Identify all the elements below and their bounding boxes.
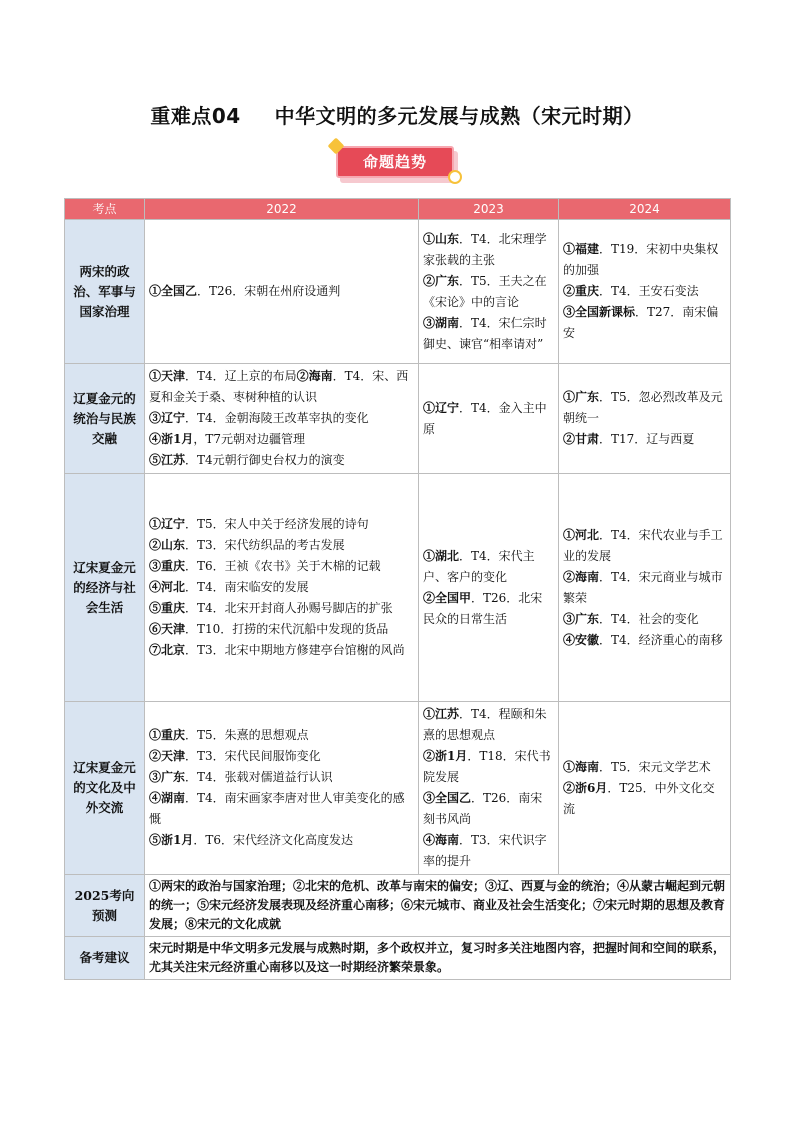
entry-text: ．T4．宋元商业与城市繁荣: [563, 569, 723, 605]
entry-region: ②重庆: [563, 284, 600, 298]
cell-2023: [419, 220, 559, 364]
entry-region: ⑤重庆: [149, 601, 186, 615]
forecast-row: [65, 875, 731, 937]
entry-text: ．T4元朝行御史台权力的演变: [185, 453, 345, 467]
entry-line: [563, 778, 726, 820]
entry-region: ①海南: [563, 759, 600, 774]
entry-text: ．T5．宋人中关于经济发展的诗句: [185, 517, 369, 531]
entry-region: ②海南: [563, 569, 600, 584]
entry-text: ．T4．宋、西夏和金关于桑、枣树种植的认识: [149, 369, 409, 404]
section-badge: [336, 146, 460, 184]
advice-row: [65, 937, 731, 980]
header-2024: 2024: [559, 199, 731, 220]
entry-line: [149, 767, 414, 788]
entry-text: ．T3．宋代民间服饰变化: [185, 749, 321, 763]
entry-region: ①湖北: [423, 548, 460, 563]
table-row: [65, 364, 731, 474]
table-row: [65, 220, 731, 364]
forecast-row-label: 2025考向预测: [65, 875, 145, 937]
trend-table: [64, 198, 731, 980]
entry-text: ．T4．宋代农业与手工业的发展: [563, 527, 723, 563]
entry-line: [563, 525, 726, 567]
cell-2022: [145, 702, 419, 875]
entry-line: [563, 239, 726, 281]
entry-region: ②甘肃: [563, 432, 600, 446]
entry-region: ④湖南: [149, 791, 186, 805]
entry-text: ．T4．王安石变法: [599, 284, 699, 298]
forecast-row-text: ①两宋的政治与国家治理；②北宋的危机、改革与南宋的偏安；③辽、西夏与金的统治；④从蒙古崛起到元朝的统一；⑤宋元经济发展表现及经济重心南移；⑥宋元城市、商业及社会生活变化；⑦宋元时期的思想及教育发展；⑧宋元的文化成就: [145, 875, 731, 937]
row-topic: 辽宋夏金元的经济与社会生活: [65, 474, 145, 702]
table-row: [65, 702, 731, 875]
entry-text: ．T5．朱熹的思想观点: [185, 728, 309, 742]
entry-region: ①辽宁: [423, 400, 460, 415]
entry-line: [423, 271, 554, 313]
entry-region: ②浙6月: [563, 780, 608, 795]
cell-2022: [145, 364, 419, 474]
entry-line: [149, 281, 414, 302]
entry-region: ④安徽: [563, 632, 600, 647]
entry-line: [423, 830, 554, 872]
header-topic: 考点: [65, 199, 145, 220]
entry-region: ②山东: [149, 538, 186, 552]
entry-region: ②天津: [149, 749, 186, 763]
ring-icon: [448, 170, 462, 184]
entry-text: ．T26．南宋刻书风尚: [423, 791, 543, 826]
entry-text: ．T19．宋初中央集权的加强: [563, 242, 719, 277]
entry-line: [149, 746, 414, 767]
entry-text: ．T4．北宋理学家张载的主张: [423, 231, 547, 267]
advice-row-label: 备考建议: [65, 937, 145, 980]
entry-region: ①全国乙: [149, 284, 198, 298]
entry-region: ⑥天津: [149, 622, 186, 636]
advice-row-text: 宋元时期是中华文明多元发展与成熟时期，多个政权并立，复习时多关注地图内容，把握时间和空间的联系，尤其关注宋元经济重心南移以及这一时期经济繁荣景象。: [145, 937, 731, 980]
entry-line: [149, 556, 414, 577]
title-topic: 中华文明的多元发展与成熟（宋元时期）: [274, 104, 644, 128]
entry-region: ③全国乙: [423, 791, 472, 805]
entry-text: ．T3．宋代识字率的提升: [423, 833, 547, 868]
cell-2022: [145, 220, 419, 364]
entry-line: [423, 788, 554, 830]
entry-text: ．T25．中外文化交流: [563, 780, 715, 816]
entry-region: ①重庆: [149, 728, 186, 742]
entry-region: ④河北: [149, 580, 186, 594]
entry-text: ．T4．南宋临安的发展: [185, 580, 309, 594]
entry-region: ①天津: [149, 369, 186, 383]
entry-region: ③广东: [563, 611, 600, 626]
entry-text: ．T4．宋代主户、客户的变化: [423, 548, 535, 584]
entry-text: ．T4．经济重心的南移: [599, 632, 723, 647]
entry-region: ④海南: [423, 833, 460, 847]
badge-label: 命题趋势: [336, 146, 454, 178]
entry-line: [149, 619, 414, 640]
entry-region: ①福建: [563, 242, 600, 256]
entry-text: ．T4．社会的变化: [599, 611, 699, 626]
entry-line: [423, 229, 554, 271]
entry-region: ③辽宁: [149, 411, 186, 425]
page-title: [0, 100, 794, 129]
entry-line: [149, 450, 414, 471]
entry-text: ．T26．北宋民众的日常生活: [423, 590, 543, 626]
entry-region: ④浙1月: [149, 432, 194, 446]
cell-2024: [559, 220, 731, 364]
entry-text: ．T4．金朝海陵王改革宰执的变化: [185, 411, 369, 425]
entry-text: ．T10．打捞的宋代沉船中发现的货品: [185, 622, 389, 636]
entry-region: ③重庆: [149, 559, 186, 573]
entry-line: [149, 429, 414, 450]
entry-region: ⑦北京: [149, 643, 186, 657]
entry-region: ③全国新课标: [563, 305, 636, 319]
entry-line: [149, 577, 414, 598]
entry-text: ．T6．王祯《农书》关于木棉的记载: [185, 559, 381, 573]
cell-2023: [419, 474, 559, 702]
entry-line: [423, 704, 554, 746]
entry-line: [563, 757, 726, 778]
entry-line: [149, 535, 414, 556]
entry-region: ②广东: [423, 273, 460, 288]
row-topic: 辽夏金元的统治与民族交融: [65, 364, 145, 474]
entry-text: ．T4．金入主中原: [423, 400, 547, 436]
entry-region: ①广东: [563, 390, 600, 404]
entry-region: ②全国甲: [423, 590, 472, 605]
entry-line: [563, 567, 726, 609]
entry-line: [149, 598, 414, 619]
entry-line: [563, 281, 726, 302]
entry-region: ⑤江苏: [149, 453, 186, 467]
header-2023: 2023: [419, 199, 559, 220]
entry-line: [149, 788, 414, 830]
entry-text: ．T4．辽上京的布局: [185, 369, 297, 383]
entry-line: [563, 302, 726, 344]
entry-region: ①山东: [423, 231, 460, 246]
cell-2023: [419, 702, 559, 875]
row-topic: 辽宋夏金元的文化及中外交流: [65, 702, 145, 875]
entry-text: ．T4．张载对儒道益行认识: [185, 770, 333, 784]
entry-text: ．T6．宋代经济文化高度发达: [193, 833, 353, 847]
entry-line: [423, 546, 554, 588]
entry-region: ②海南: [296, 369, 333, 383]
entry-region: ③湖南: [423, 315, 460, 330]
entry-text: ．T18．宋代书院发展: [423, 749, 551, 784]
entry-region: ①江苏: [423, 707, 460, 721]
entry-text: ．T17．辽与西夏: [599, 432, 695, 446]
entry-line: [149, 725, 414, 746]
entry-line: [563, 387, 726, 429]
entry-text: ．T3．北宋中期地方修建亭台馆榭的风尚: [185, 643, 405, 657]
entry-line: [423, 588, 554, 630]
entry-line: [423, 313, 554, 355]
entry-text: ．T4．北宋开封商人孙赐号脚店的扩张: [185, 601, 393, 615]
entry-line: [423, 746, 554, 788]
entry-text: ．T3．宋代纺织品的考古发展: [185, 538, 345, 552]
entry-line: [423, 398, 554, 440]
entry-text: ，T7元朝对边疆管理: [193, 432, 305, 446]
cell-2024: [559, 702, 731, 875]
cell-2022: [145, 474, 419, 702]
cell-2024: [559, 364, 731, 474]
row-topic: 两宋的政治、军事与国家治理: [65, 220, 145, 364]
entry-text: ．T4．南宋画家李唐对世人审美变化的感慨: [149, 791, 405, 826]
entry-text: ．T27．南宋偏安: [563, 305, 719, 340]
entry-line: [149, 514, 414, 535]
entry-text: ．T4．宋仁宗时御史、谏官“相率请对”: [423, 315, 547, 351]
cell-2024: [559, 474, 731, 702]
entry-text: ．T5．宋元文学艺术: [599, 759, 711, 774]
entry-text: ．T5．忽必烈改革及元朝统一: [563, 390, 723, 425]
table-row: [65, 474, 731, 702]
table-header-row: [65, 199, 731, 220]
entry-line: [149, 366, 414, 408]
entry-line: [149, 830, 414, 851]
entry-region: ⑤浙1月: [149, 833, 194, 847]
entry-line: [149, 408, 414, 429]
cell-2023: [419, 364, 559, 474]
entry-text: ．T4．程颐和朱熹的思想观点: [423, 707, 547, 742]
entry-region: ③广东: [149, 770, 186, 784]
entry-region: ①辽宁: [149, 517, 186, 531]
header-2022: 2022: [145, 199, 419, 220]
entry-text: ．T26．宋朝在州府设通判: [197, 284, 341, 298]
entry-line: [563, 429, 726, 450]
entry-region: ②浙1月: [423, 749, 468, 763]
entry-line: [149, 640, 414, 661]
entry-text: ．T5．王夫之在《宋论》中的言论: [423, 273, 547, 309]
entry-region: ①河北: [563, 527, 600, 542]
entry-line: [563, 630, 726, 651]
entry-line: [563, 609, 726, 630]
title-label: 重难点04: [150, 104, 241, 128]
